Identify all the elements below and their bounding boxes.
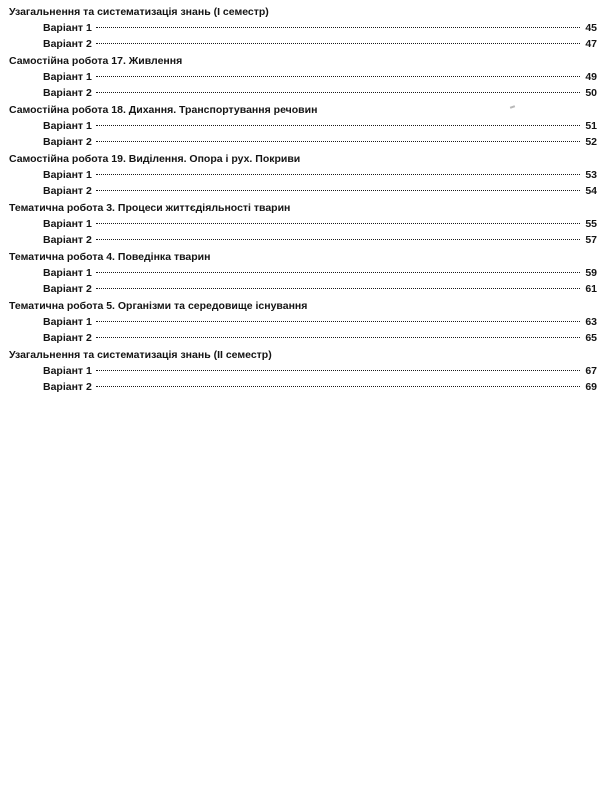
- page-number: 53: [585, 169, 597, 181]
- toc-entry[interactable]: [9, 21, 597, 37]
- toc-entry[interactable]: [9, 233, 597, 249]
- dot-leader: [96, 272, 580, 273]
- dot-leader: [96, 386, 580, 387]
- dot-leader: [96, 92, 580, 93]
- section-title: Самостійна робота 18. Дихання. Транспортування речовин: [9, 104, 318, 116]
- toc-section: [9, 348, 597, 395]
- page-number: 50: [585, 86, 597, 99]
- section-title: Тематична робота 3. Процеси життєдіяльності тварин: [9, 202, 291, 214]
- page-number: 54: [585, 184, 597, 197]
- toc-entry[interactable]: [9, 168, 597, 184]
- toc-entry[interactable]: [9, 119, 597, 135]
- toc-section: [9, 152, 597, 199]
- page-number: 67: [585, 365, 597, 377]
- toc-entry[interactable]: [9, 135, 597, 151]
- entry-label: Варіант 2: [43, 380, 92, 393]
- page-number: 49: [585, 71, 597, 83]
- entry-label: Варіант 1: [43, 365, 92, 377]
- page-number: 63: [585, 316, 597, 328]
- entry-label: Варіант 1: [43, 71, 92, 83]
- entry-label: Варіант 2: [43, 135, 92, 148]
- toc-section: [9, 54, 597, 101]
- section-title: Узагальнення та систематизація знань (II семестр): [9, 349, 272, 361]
- page-number: 51: [585, 120, 597, 132]
- entry-label: Варіант 1: [43, 22, 92, 34]
- entry-label: Варіант 1: [43, 169, 92, 181]
- section-title: Тематична робота 4. Поведінка тварин: [9, 251, 211, 263]
- entry-label: Варіант 1: [43, 267, 92, 279]
- page-number: 45: [585, 22, 597, 34]
- toc-entry[interactable]: [9, 86, 597, 102]
- page-number: 55: [585, 218, 597, 230]
- toc-entry[interactable]: [9, 184, 597, 200]
- toc-entry[interactable]: [9, 70, 597, 86]
- entry-label: Варіант 1: [43, 316, 92, 328]
- dot-leader: [96, 43, 580, 44]
- entry-label: Варіант 1: [43, 218, 92, 230]
- entry-label: Варіант 2: [43, 184, 92, 197]
- entry-label: Варіант 1: [43, 120, 92, 132]
- section-title: Самостійна робота 19. Виділення. Опора і рух. Покриви: [9, 153, 301, 165]
- page-number: 47: [585, 37, 597, 50]
- toc-entry[interactable]: [9, 266, 597, 282]
- entry-label: Варіант 2: [43, 233, 92, 246]
- section-title: Узагальнення та систематизація знань (I семестр): [9, 6, 269, 18]
- page-number: 65: [585, 331, 597, 344]
- toc-section: [9, 299, 597, 346]
- dot-leader: [96, 288, 580, 289]
- dot-leader: [96, 190, 580, 191]
- toc-section: [9, 103, 597, 150]
- page-number: 59: [585, 267, 597, 279]
- toc-entry[interactable]: [9, 217, 597, 233]
- toc-entry[interactable]: [9, 37, 597, 53]
- section-title: Самостійна робота 17. Живлення: [9, 55, 183, 67]
- dot-leader: [96, 174, 580, 175]
- dot-leader: [96, 370, 580, 371]
- section-title: Тематична робота 5. Організми та середовище існування: [9, 300, 308, 312]
- dot-leader: [96, 239, 580, 240]
- entry-label: Варіант 2: [43, 86, 92, 99]
- toc-section: [9, 250, 597, 297]
- dot-leader: [96, 141, 580, 142]
- toc-entry[interactable]: [9, 380, 597, 396]
- toc-entry[interactable]: [9, 315, 597, 331]
- toc-section: [9, 5, 597, 52]
- dot-leader: [96, 337, 580, 338]
- toc-entry[interactable]: [9, 364, 597, 380]
- page-number: 61: [585, 282, 597, 295]
- toc-entry[interactable]: [9, 331, 597, 347]
- entry-label: Варіант 2: [43, 331, 92, 344]
- dot-leader: [96, 223, 580, 224]
- page-number: 57: [585, 233, 597, 246]
- toc-entry[interactable]: [9, 282, 597, 298]
- dot-leader: [96, 76, 580, 77]
- page-number: 69: [585, 380, 597, 393]
- page-number: 52: [585, 135, 597, 148]
- dot-leader: [96, 321, 580, 322]
- table-of-contents: [9, 5, 597, 397]
- entry-label: Варіант 2: [43, 37, 92, 50]
- entry-label: Варіант 2: [43, 282, 92, 295]
- dot-leader: [96, 125, 580, 126]
- toc-section: [9, 201, 597, 248]
- dot-leader: [96, 27, 580, 28]
